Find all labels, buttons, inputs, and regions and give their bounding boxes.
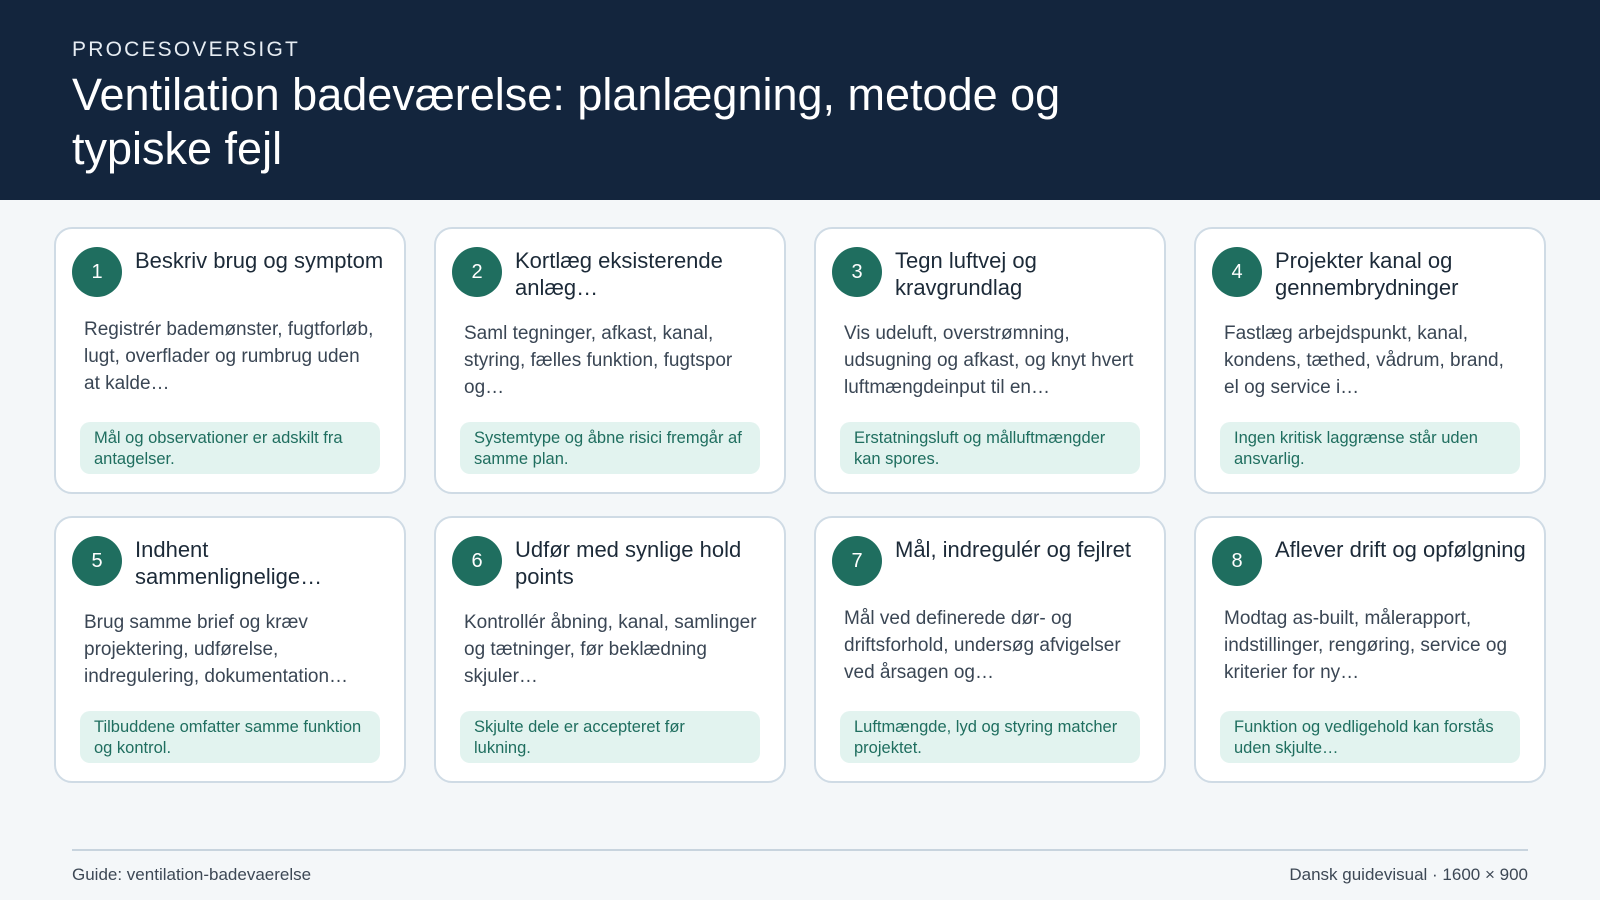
step-card-header	[1212, 534, 1528, 586]
step-title: Tegn luftvej og kravgrundlag	[895, 248, 1037, 300]
step-card-header	[452, 245, 768, 301]
step-title: Aflever drift og opfølgning	[1275, 537, 1526, 562]
step-title: Mål, indregulér og fejlret	[895, 537, 1132, 562]
step-description: Saml tegninger, afkast, kanal, styring, fælles funktion, fugtspor og…	[464, 323, 733, 398]
step-card-header	[832, 245, 1148, 301]
step-description: Vis udeluft, overstrømning, udsugning og afkast, og knyt hvert luftmængdeinput til en…	[844, 323, 1134, 398]
step-number-badge: 7	[832, 536, 882, 586]
step-card-header	[72, 245, 388, 297]
step-acceptance-note: Erstatningsluft og målluftmængder kan spores.	[840, 422, 1140, 474]
footer-guide-slug: Guide: ventilation-badevaerelse	[72, 865, 312, 884]
step-number-badge: 6	[452, 536, 502, 586]
step-acceptance-note: Mål og observationer er adskilt fra antagelser.	[80, 422, 380, 474]
page-title: Ventilation badeværelse: planlægning, metode og typiske fejl	[72, 69, 1061, 174]
step-card-header	[72, 534, 388, 590]
step-acceptance-note: Luftmængde, lyd og styring matcher projektet.	[840, 711, 1140, 763]
step-title: Beskriv brug og symptom	[135, 248, 384, 273]
step-title: Udfør med synlige hold points	[515, 537, 742, 589]
step-description: Mål ved definerede dør- og driftsforhold, undersøg afvigelser ved årsagen og…	[844, 608, 1121, 683]
step-number-badge: 4	[1212, 247, 1262, 297]
step-card-header	[1212, 245, 1528, 301]
step-number-badge: 8	[1212, 536, 1262, 586]
process-steps-grid	[54, 227, 1546, 783]
step-title: Projekter kanal og gennembrydninger	[1275, 248, 1459, 300]
step-number-badge: 2	[452, 247, 502, 297]
step-title: Indhent sammenlignelige…	[135, 537, 323, 589]
step-card	[434, 227, 786, 494]
step-number-badge: 3	[832, 247, 882, 297]
step-card	[1194, 227, 1546, 494]
step-card	[434, 516, 786, 783]
step-acceptance-note: Tilbuddene omfatter samme funktion og kontrol.	[80, 711, 380, 763]
footer-divider	[72, 849, 1528, 851]
step-number-badge: 1	[72, 247, 122, 297]
step-description: Fastlæg arbejdspunkt, kanal, kondens, tæthed, vådrum, brand, el og service i…	[1224, 323, 1504, 398]
footer-format-label: Dansk guidevisual · 1600 × 900	[1289, 865, 1528, 884]
header-banner	[0, 0, 1600, 200]
step-acceptance-note: Skjulte dele er accepteret før lukning.	[460, 711, 760, 763]
step-card	[1194, 516, 1546, 783]
step-acceptance-note: Systemtype og åbne risici fremgår af samme plan.	[460, 422, 760, 474]
step-description: Modtag as-built, målerapport, indstillinger, rengøring, service og kriterier for ny…	[1224, 608, 1508, 683]
step-description: Brug samme brief og kræv projektering, udførelse, indregulering, dokumentation…	[84, 612, 349, 687]
step-card	[54, 227, 406, 494]
step-acceptance-note: Funktion og vedligehold kan forstås uden skjulte…	[1220, 711, 1520, 763]
page-eyebrow: PROCESOVERSIGT	[72, 38, 301, 61]
step-title: Kortlæg eksisterende anlæg…	[515, 248, 723, 300]
step-card-header	[452, 534, 768, 590]
step-card	[54, 516, 406, 783]
step-description: Kontrollér åbning, kanal, samlinger og tætninger, før beklædning skjuler…	[464, 612, 757, 687]
step-number-badge: 5	[72, 536, 122, 586]
step-card	[814, 227, 1166, 494]
step-card-header	[832, 534, 1148, 586]
step-description: Registrér bademønster, fugtforløb, lugt, overflader og rumbrug uden at kalde…	[84, 319, 374, 394]
step-acceptance-note: Ingen kritisk laggrænse står uden ansvarlig.	[1220, 422, 1520, 474]
step-card	[814, 516, 1166, 783]
